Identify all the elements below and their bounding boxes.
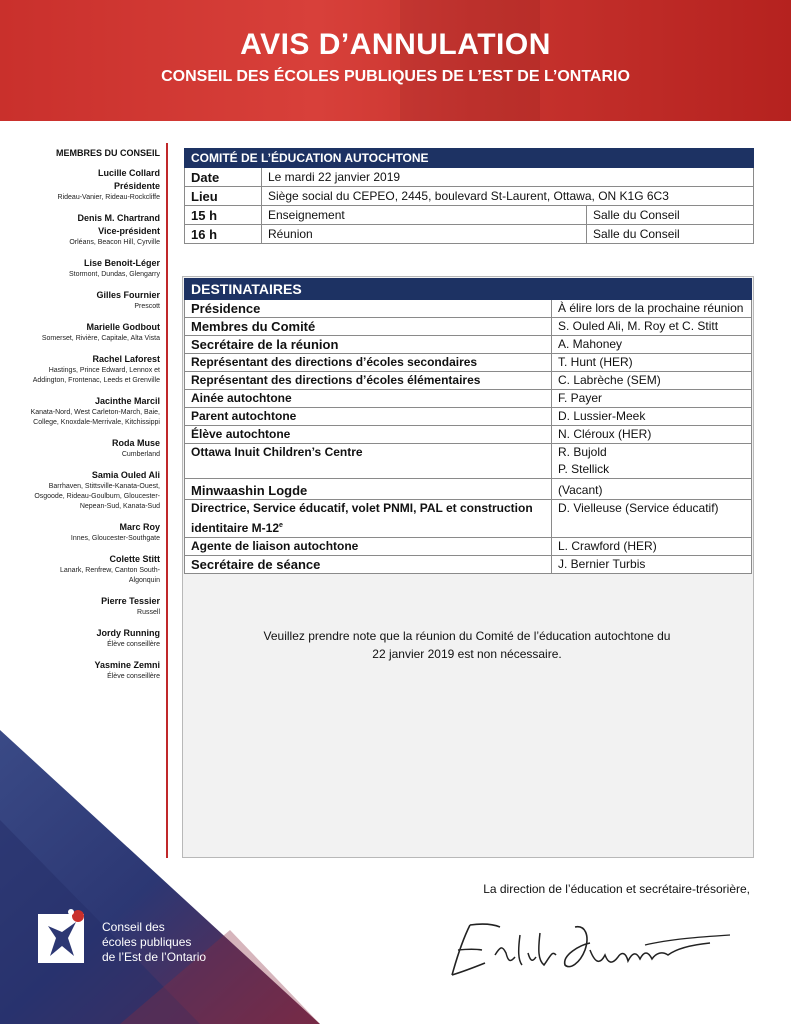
recipient-names [552, 354, 752, 372]
committee-name: COMITÉ DE L’ÉDUCATION AUTOCHTONE [185, 149, 754, 168]
recipient-name-text: L. Crawford (HER) [558, 539, 657, 553]
recipient-name-text: C. Labrèche (SEM) [558, 373, 661, 387]
recipient-row [185, 390, 752, 408]
recipient-name-text: D. Lussier-Meek [558, 409, 646, 423]
header-banner [0, 0, 791, 121]
superscript: e [279, 522, 283, 529]
board-member [30, 627, 160, 650]
place-label: Lieu [185, 187, 262, 206]
recipient-name-text: S. Ouled Ali, M. Roy et C. Stitt [558, 319, 719, 333]
board-member [30, 212, 160, 248]
handwritten-signature [440, 905, 740, 985]
red-divider [166, 143, 168, 858]
recipient-role-text: Représentant des directions d’écoles secondaires [191, 355, 478, 369]
room-cell: Salle du Conseil [587, 206, 754, 225]
member-area: Prescott [134, 303, 160, 310]
recipient-row [185, 479, 752, 500]
recipient-role [185, 538, 552, 556]
recipient-role-text: Minwaashin Logde [191, 483, 308, 498]
recipient-row [185, 556, 752, 574]
recipient-role [185, 556, 552, 574]
recipient-name-text: N. Cléroux (HER) [558, 427, 652, 441]
recipient-names [552, 408, 752, 426]
recipient-role [185, 444, 552, 479]
member-name: Colette Stitt [109, 554, 160, 564]
notice-line: 22 janvier 2019 est non nécessaire. [372, 647, 562, 661]
recipient-row [185, 372, 752, 390]
page-subtitle: CONSEIL DES ÉCOLES PUBLIQUES DE L’EST DE L’ONTARIO [161, 68, 630, 85]
recipient-names [552, 300, 752, 318]
board-members-list [30, 148, 160, 691]
recipient-role [185, 318, 552, 336]
board-member [30, 595, 160, 618]
recipient-name-text: T. Hunt (HER) [558, 355, 633, 369]
board-member [30, 353, 160, 386]
recipient-role-text: Directrice, Service éducatif, volet PNMI, PAL et construction identitaire M-12 [191, 501, 533, 535]
recipient-name-text: À élire lors de la prochaine réunion [558, 301, 744, 315]
recipient-row [185, 408, 752, 426]
recipient-name-text: D. Vielleuse (Service éducatif) [558, 501, 719, 515]
member-area: Hastings, Prince Edward, Lennox et Addington, Frontenac, Leeds et Grenville [32, 367, 160, 384]
meeting-info-table [184, 148, 754, 244]
recipients-title: DESTINATAIRES [185, 279, 752, 300]
notice-line: Veuillez prendre note que la réunion du Comité de l’éducation autochtone du [263, 629, 671, 643]
recipient-role-text: Secrétaire de la réunion [191, 337, 339, 352]
logo-line: Conseil des [102, 920, 165, 934]
member-area: Lanark, Renfrew, Canton South-Algonquin [59, 567, 160, 584]
recipient-role-text: Présidence [191, 301, 261, 316]
recipient-role [185, 408, 552, 426]
board-member [30, 553, 160, 586]
recipient-names [552, 318, 752, 336]
recipient-row [185, 318, 752, 336]
recipient-role-text: Ainée autochtone [191, 391, 292, 405]
board-member [30, 167, 160, 203]
recipient-names [552, 426, 752, 444]
board-member [30, 395, 160, 428]
agenda-cell: Enseignement [262, 206, 587, 225]
recipient-role [185, 354, 552, 372]
member-name: Rachel Laforest [92, 354, 160, 364]
board-member [30, 321, 160, 344]
board-member [30, 469, 160, 512]
recipients-table [184, 278, 752, 574]
recipient-role [185, 426, 552, 444]
recipient-role-text: Ottawa Inuit Children’s Centre [191, 445, 363, 459]
recipient-role [185, 300, 552, 318]
recipient-names [552, 538, 752, 556]
member-area: Élève conseillère [107, 673, 160, 680]
board-member [30, 437, 160, 460]
recipient-role-text: Secrétaire de séance [191, 557, 321, 572]
member-area: Kanata-Nord, West Carleton-March, Baie, College, Knoxdale-Merrivale, Kitchissippi [30, 409, 160, 426]
recipient-names [552, 336, 752, 354]
recipient-names [552, 479, 752, 500]
recipient-role-text: Représentant des directions d’écoles élémentaires [191, 373, 481, 387]
recipient-row [185, 354, 752, 372]
recipient-name-text: A. Mahoney [558, 337, 623, 351]
recipient-names [552, 444, 752, 479]
date-label: Date [185, 168, 262, 187]
logo-line: écoles publiques [102, 935, 192, 949]
members-title: MEMBRES DU CONSEIL [55, 148, 160, 158]
place-value: Siège social du CEPEO, 2445, boulevard St-Laurent, Ottawa, ON K1G 6C3 [262, 187, 754, 206]
recipient-row [185, 444, 752, 479]
member-name: Samia Ouled Ali [91, 470, 160, 480]
member-role: Vice-président [98, 226, 160, 236]
logo-text [102, 920, 206, 965]
recipient-row [185, 426, 752, 444]
member-name: Denis M. Chartrand [77, 213, 160, 223]
recipient-role-text: Agente de liaison autochtone [191, 539, 359, 553]
member-name: Pierre Tessier [101, 596, 160, 606]
recipient-name-text: R. Bujold [558, 445, 607, 459]
member-area: Élève conseillère [107, 641, 160, 648]
recipient-names [552, 500, 752, 538]
recipient-name-text: (Vacant) [558, 483, 603, 497]
member-role: Présidente [113, 181, 160, 191]
member-area: Stormont, Dundas, Glengarry [68, 271, 160, 278]
recipient-row [185, 336, 752, 354]
recipient-role [185, 500, 552, 538]
recipient-role-text: Parent autochtone [191, 409, 297, 423]
logo-line: de l’Est de l’Ontario [102, 950, 207, 964]
recipient-role [185, 390, 552, 408]
board-member [30, 521, 160, 544]
member-name: Jacinthe Marcil [94, 396, 160, 406]
page-title: AVIS D’ANNULATION [240, 28, 551, 61]
recipient-role [185, 372, 552, 390]
board-member [30, 289, 160, 312]
recipient-role [185, 479, 552, 500]
recipient-role-text: Élève autochtone [191, 427, 291, 441]
agenda-cell: Réunion [262, 225, 587, 244]
recipient-name-text: J. Bernier Turbis [558, 557, 646, 571]
recipient-name-text: P. Stellick [558, 462, 610, 476]
time-cell: 16 h [185, 225, 262, 244]
member-area: Russell [137, 609, 160, 616]
recipient-role [185, 336, 552, 354]
signature-title: La direction de l’éducation et secrétaire-trésorière, [483, 882, 750, 896]
member-name: Yasmine Zemni [94, 660, 160, 670]
recipient-names [552, 390, 752, 408]
member-name: Lucille Collard [97, 168, 160, 178]
member-area: Cumberland [121, 451, 160, 458]
member-area: Orléans, Beacon Hill, Cyrville [69, 239, 160, 246]
recipient-name-text: F. Payer [558, 391, 603, 405]
member-name: Jordy Running [96, 628, 160, 638]
recipient-row [185, 500, 752, 538]
room-cell: Salle du Conseil [587, 225, 754, 244]
member-area: Innes, Gloucester-Southgate [70, 535, 160, 542]
recipient-names [552, 372, 752, 390]
board-member [30, 659, 160, 682]
member-name: Marielle Godbout [86, 322, 160, 332]
member-name: Gilles Fournier [96, 290, 160, 300]
time-cell: 15 h [185, 206, 262, 225]
member-name: Roda Muse [111, 438, 160, 448]
recipient-names [552, 556, 752, 574]
recipient-row [185, 538, 752, 556]
member-name: Marc Roy [119, 522, 160, 532]
member-name: Lise Benoit-Léger [83, 258, 160, 268]
cancellation-notice [186, 627, 748, 663]
cepeo-logo-icon [38, 908, 90, 963]
member-area: Rideau-Vanier, Rideau-Rockcliffe [57, 194, 160, 201]
date-value: Le mardi 22 janvier 2019 [262, 168, 754, 187]
member-area: Barrhaven, Stittsville-Kanata-Ouest, Osgoode, Rideau-Goulburn, Gloucester-Nepean-Sud, Kanata-Sud [34, 483, 160, 510]
recipient-role-text: Membres du Comité [191, 319, 316, 334]
board-member [30, 257, 160, 280]
member-area: Somerset, Rivière, Capitale, Alta Vista [41, 335, 160, 342]
recipient-row [185, 300, 752, 318]
